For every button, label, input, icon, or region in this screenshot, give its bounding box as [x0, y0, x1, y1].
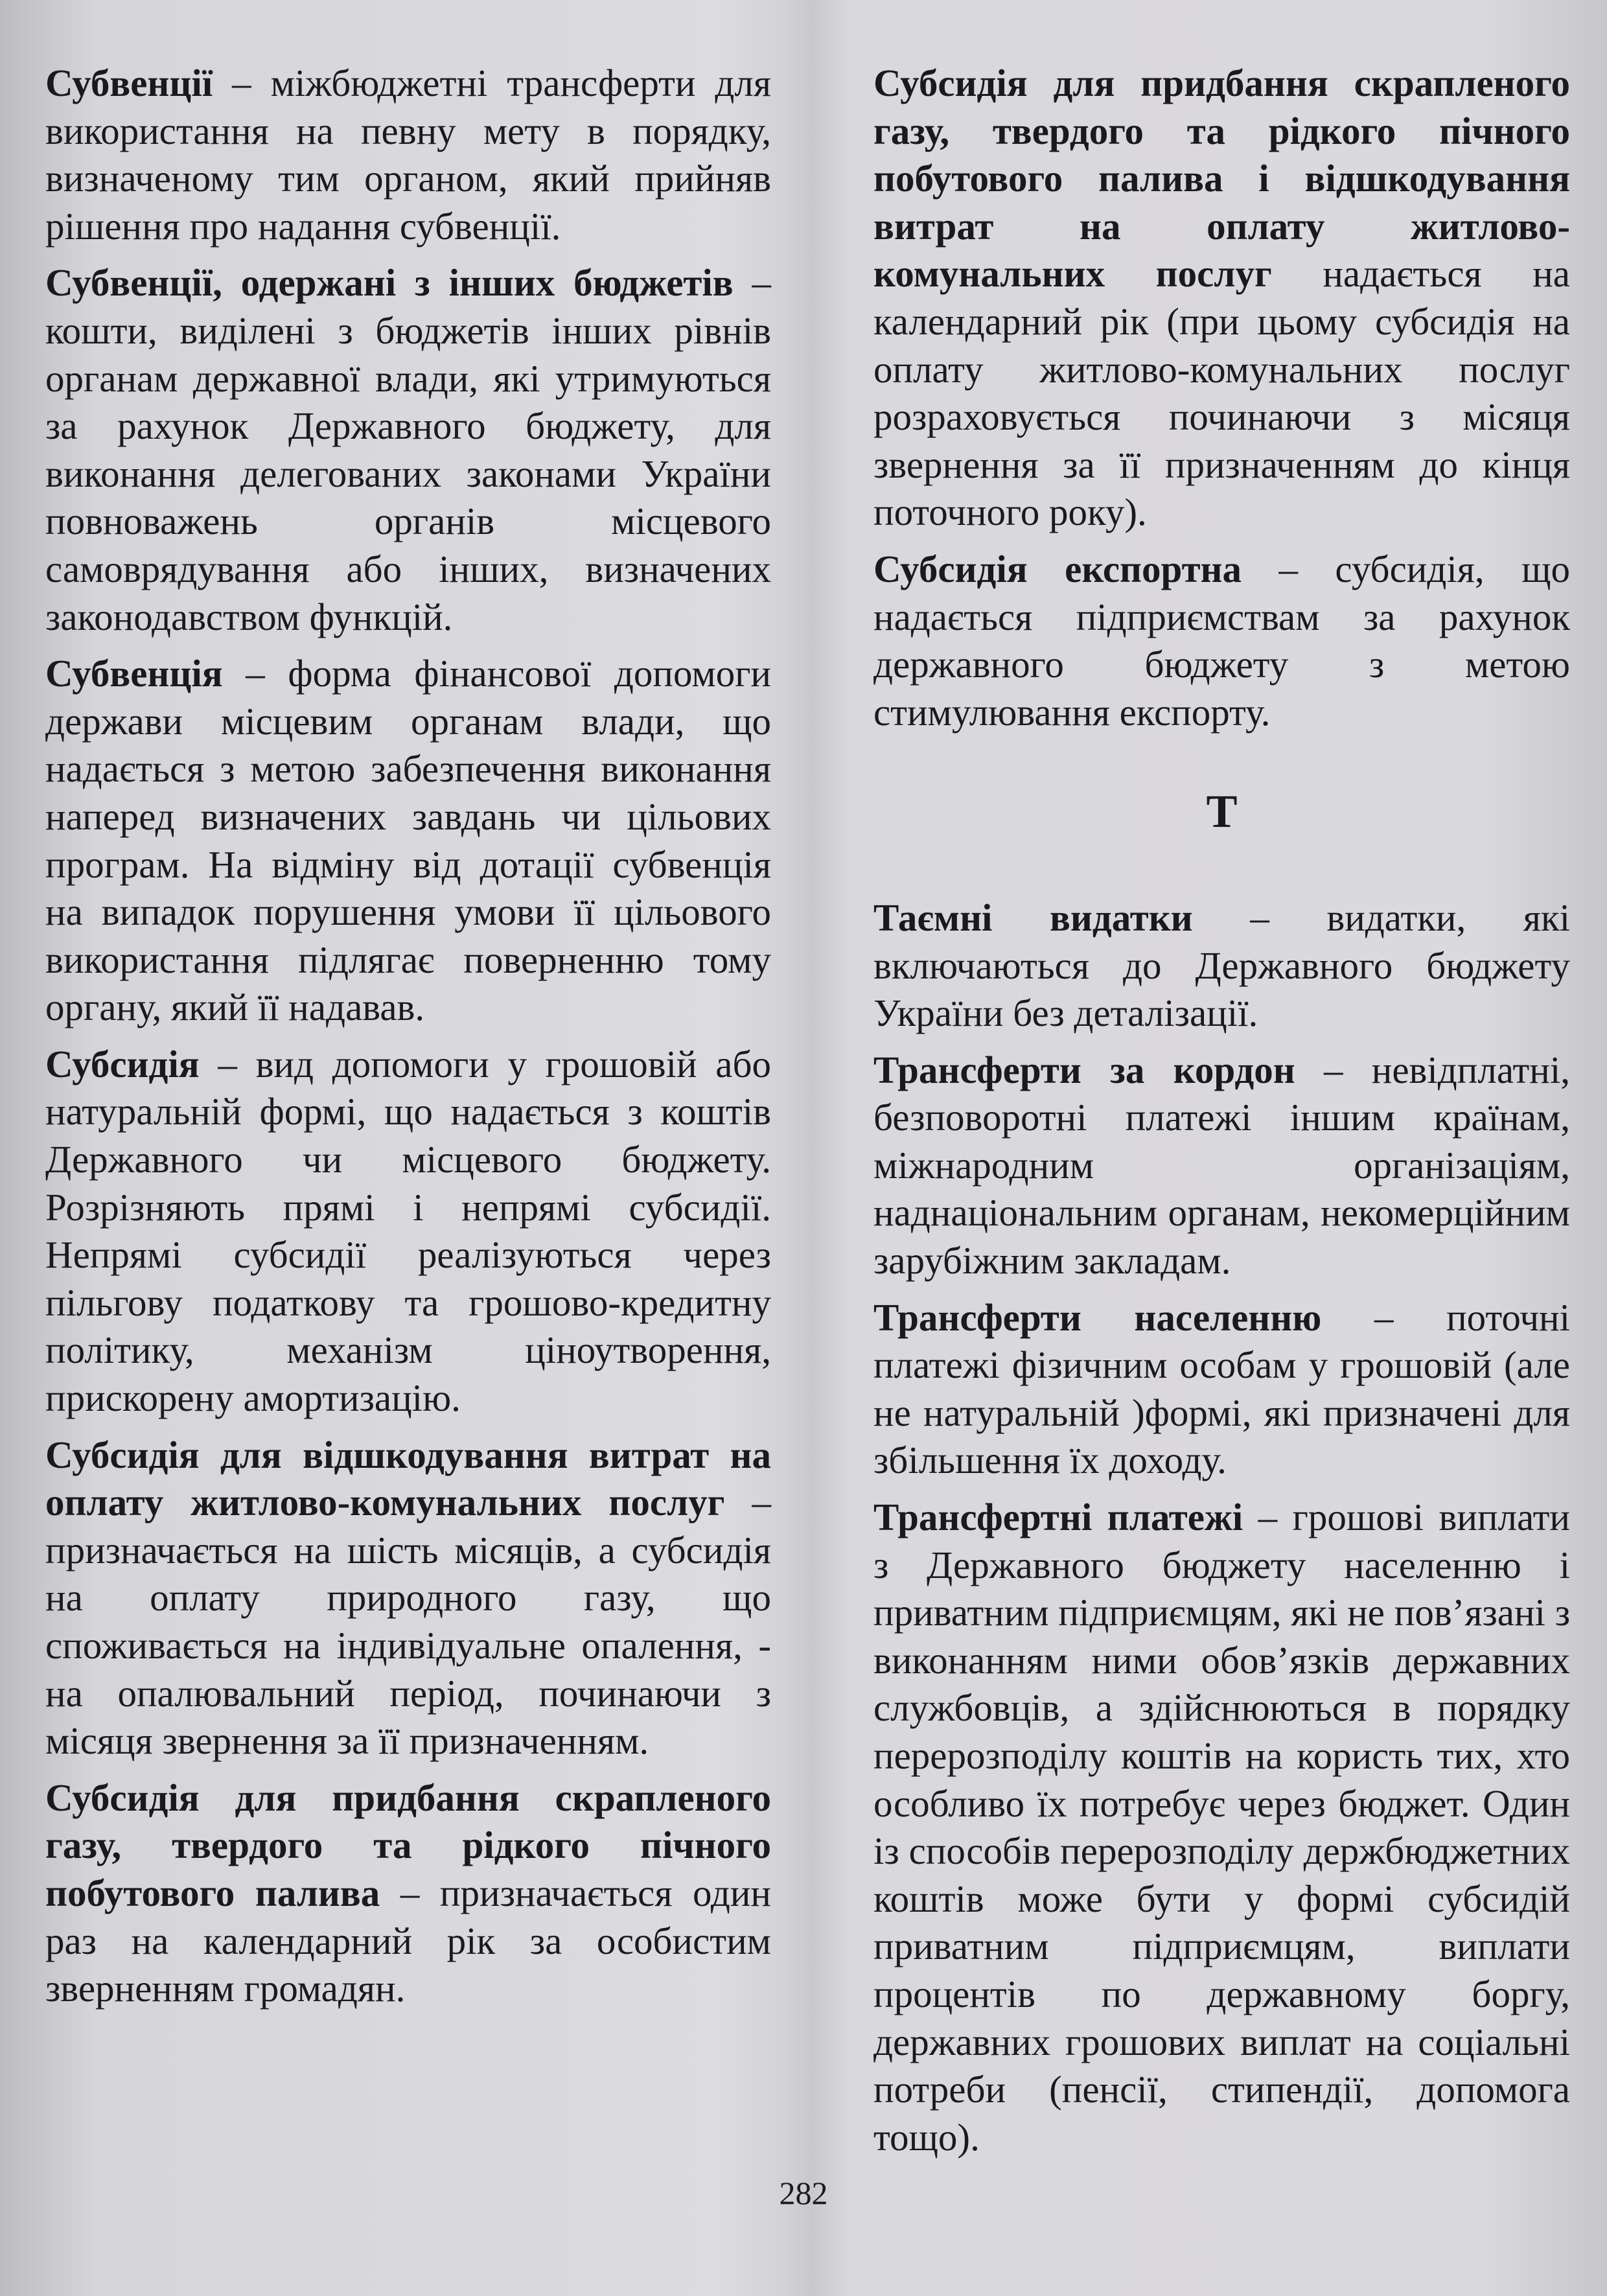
dictionary-entry	[873, 1294, 1570, 1485]
dictionary-entry	[45, 259, 771, 641]
dictionary-entry	[45, 1432, 771, 1765]
entry-definition: – видатки, які включаються до Державного бюджету України без деталізації.	[873, 896, 1570, 1035]
entry-term: Субвенція	[45, 652, 223, 695]
entry-term: Трансферти населенню	[873, 1295, 1322, 1339]
entry-term: Субсидія для придбання скрапленого газу, твердого та рідкого пічного побутового палива	[45, 1776, 771, 1914]
entry-definition: – кошти, виділені з бюджетів інших рівнів органам державної влади, які утримуються за рахунок Державного бюджету, для виконання делегованих законами України повноважень органів місцевого самоврядування або інших, визначених законодавством функцій.	[45, 261, 771, 638]
entry-term: Субсидія для придбання скрапленого газу, твердого та рідкого пічного побутового палива і відшкодування витрат на оплату житлово-комунальних послуг	[873, 62, 1570, 296]
entry-term: Субсидія експортна	[873, 547, 1242, 590]
page-number: 282	[779, 2175, 828, 2211]
entry-definition: – вид допомоги у грошовій або натуральній формі, що надається з коштів Державного чи місцевого бюджету. Розрізняють прямі і непрямі субсидії. Непрямі субсидії реалізуються через пільгову податкову та грошово-кредитну політику, механізм ціноутворення, прискорену амортизацію.	[45, 1042, 771, 1420]
entry-term: Субвенції, одержані з інших бюджетів	[45, 261, 734, 305]
dictionary-entry	[873, 1494, 1570, 2161]
dictionary-entry	[873, 546, 1570, 736]
dictionary-entry	[45, 1041, 771, 1422]
entry-term: Трансфертні платежі	[873, 1496, 1243, 1539]
entry-definition: – призначається на шість місяців, а субсидія на оплату природного газу, що споживається на індивідуальне опалення, - на опалювальний період, починаючи з місяця звернення за її призначенням.	[45, 1481, 771, 1763]
right-column	[873, 60, 1570, 2170]
dictionary-entry	[45, 1774, 771, 2013]
entry-term: Субсидія для відшкодування витрат на оплату житлово-комунальних послуг	[45, 1433, 771, 1524]
left-column	[45, 60, 771, 2022]
entry-term: Субвенції	[45, 62, 213, 104]
entry-definition: – форма фінансової допомоги держави місцевим органам влади, що надається з метою забезпечення виконання наперед визначених завдань чи цільових програм. На відміну від дотації субвенція на випадок порушення умови її цільового використання підлягає поверненню тому органу, який її надавав.	[45, 652, 771, 1029]
dictionary-entry	[873, 894, 1570, 1038]
dictionary-entry	[873, 60, 1570, 537]
entry-definition: – невідплатні, безповоротні платежі іншим країнам, міжнародним організаціям, наднаціональним органам, некомерційним зарубіжним закладам.	[873, 1048, 1570, 1282]
entry-definition: – субсидія, що надається підприємствам за рахунок державного бюджету з метою стимулювання експорту.	[873, 547, 1570, 734]
entry-term: Субсидія	[45, 1042, 200, 1085]
entry-definition: надається на календарний рік (при цьому субсидія на оплату житлово-комунальних послуг розраховується починаючи з місяця звернення за її призначенням до кінця поточного року).	[873, 252, 1570, 534]
entry-definition: – грошові виплати з Державного бюджету населенню і приватним підприємцям, які не пов’язані з виконанням ними обов’язків державних службовців, а здійснюються в порядку перерозподілу коштів на користь тих, хто особливо їх потребує через бюджет. Один із способів перерозподілу держбюджетних коштів може бути у формі субсидій приватним підприємцям, виплати процентів по державному боргу, державних грошових виплат на соціальні потреби (пенсії, стипендії, допомога тощо).	[873, 1496, 1570, 2159]
dictionary-entry	[873, 1047, 1570, 1285]
entry-definition: – поточні платежі фізичним особам у грошовій (але не натуральній )формі, які призначені для збільшення їх доходу.	[873, 1295, 1570, 1482]
entry-term: Таємні видатки	[873, 896, 1193, 939]
dictionary-entry	[45, 650, 771, 1032]
entry-term: Трансферти за кордон	[873, 1048, 1295, 1091]
entry-definition: – міжбюджетні трансферти для використання на певну мету в порядку, визначеному тим органом, який прийняв рішення про надання субвенції.	[45, 62, 771, 248]
entry-definition: – призначається один раз на календарний рік за особистим зверненням громадян.	[45, 1871, 771, 2010]
section-letter-heading: Т	[1206, 785, 1238, 838]
dictionary-entry	[45, 60, 771, 250]
